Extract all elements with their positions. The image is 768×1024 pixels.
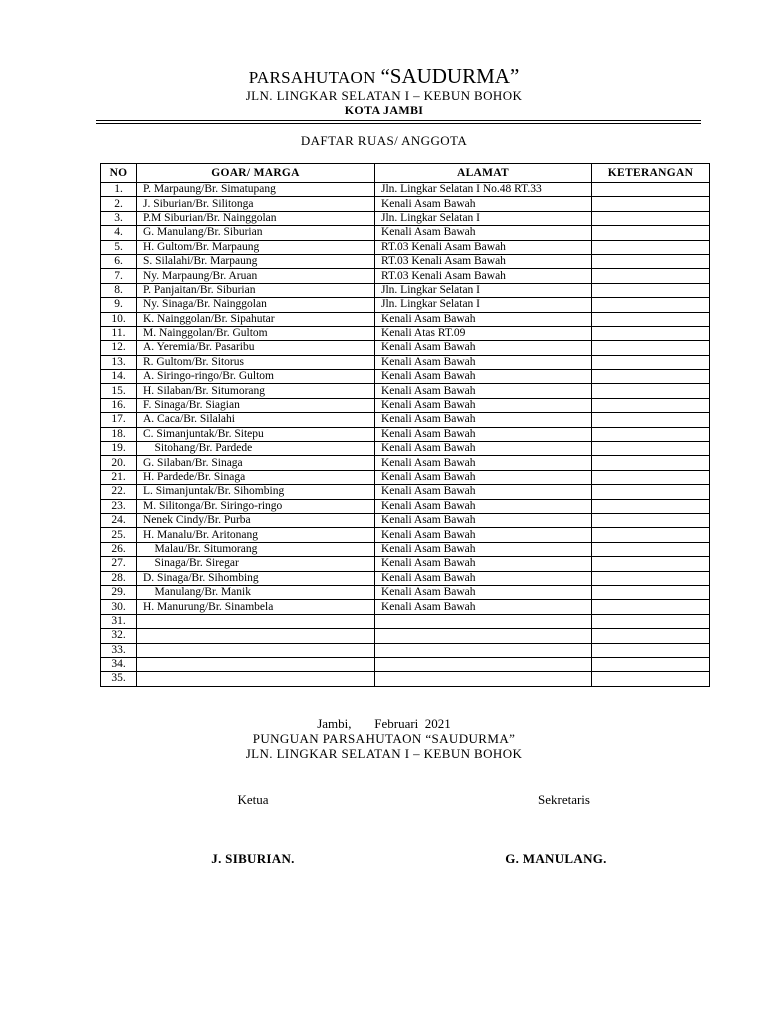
cell-address: Kenali Asam Bawah <box>375 442 592 456</box>
cell-address: Kenali Asam Bawah <box>375 499 592 513</box>
ketua-label: Ketua <box>237 792 269 807</box>
cell-no: 17. <box>101 413 137 427</box>
table-row <box>101 470 710 484</box>
cell-note <box>592 283 710 297</box>
cell-note <box>592 542 710 556</box>
table-row <box>101 398 710 412</box>
cell-no: 19. <box>101 442 137 456</box>
cell-address: Kenali Asam Bawah <box>375 197 592 211</box>
table-row <box>101 226 710 240</box>
table-row <box>101 384 710 398</box>
cell-address <box>375 643 592 657</box>
table-row <box>101 614 710 628</box>
cell-address: RT.03 Kenali Asam Bawah <box>375 269 592 283</box>
cell-no: 14. <box>101 370 137 384</box>
cell-name: R. Gultom/Br. Sitorus <box>137 355 375 369</box>
table-row <box>101 657 710 671</box>
cell-name: Nenek Cindy/Br. Purba <box>137 513 375 527</box>
cell-no: 16. <box>101 398 137 412</box>
cell-address: Kenali Asam Bawah <box>375 384 592 398</box>
cell-no: 2. <box>101 197 137 211</box>
cell-address: Jln. Lingkar Selatan I No.48 RT.33 <box>375 183 592 197</box>
cell-note <box>592 614 710 628</box>
cell-note <box>592 427 710 441</box>
table-row <box>101 499 710 513</box>
cell-address: Kenali Asam Bawah <box>375 485 592 499</box>
cell-note <box>592 528 710 542</box>
cell-no: 21. <box>101 470 137 484</box>
cell-name: P.M Siburian/Br. Nainggolan <box>137 211 375 225</box>
cell-note <box>592 643 710 657</box>
table-row <box>101 456 710 470</box>
cell-name <box>137 643 375 657</box>
sekretaris-name: G. MANULANG. <box>505 851 607 866</box>
cell-no: 23. <box>101 499 137 513</box>
cell-no: 31. <box>101 614 137 628</box>
cell-name: C. Simanjuntak/Br. Sitepu <box>137 427 375 441</box>
cell-address: RT.03 Kenali Asam Bawah <box>375 240 592 254</box>
table-row <box>101 370 710 384</box>
cell-name: P. Marpaung/Br. Simatupang <box>137 183 375 197</box>
cell-no: 24. <box>101 513 137 527</box>
cell-no: 7. <box>101 269 137 283</box>
table-row <box>101 298 710 312</box>
cell-note <box>592 326 710 340</box>
cell-note <box>592 370 710 384</box>
cell-address: RT.03 Kenali Asam Bawah <box>375 254 592 268</box>
cell-name: P. Panjaitan/Br. Siburian <box>137 283 375 297</box>
cell-name: H. Manalu/Br. Aritonang <box>137 528 375 542</box>
sekretaris-label: Sekretaris <box>538 792 590 807</box>
title-name: “SAUDURMA” <box>380 64 520 88</box>
cell-no: 35. <box>101 672 137 686</box>
table-row <box>101 600 710 614</box>
cell-address: Kenali Atas RT.09 <box>375 326 592 340</box>
member-table <box>100 163 710 687</box>
cell-note <box>592 211 710 225</box>
table-row <box>101 542 710 556</box>
table-row <box>101 413 710 427</box>
cell-note <box>592 585 710 599</box>
cell-name: G. Silaban/Br. Sinaga <box>137 456 375 470</box>
table-row <box>101 341 710 355</box>
cell-name: A. Siringo-ringo/Br. Gultom <box>137 370 375 384</box>
column-header-name: GOAR/ MARGA <box>137 164 375 183</box>
cell-no: 8. <box>101 283 137 297</box>
cell-no: 3. <box>101 211 137 225</box>
table-row <box>101 643 710 657</box>
cell-note <box>592 629 710 643</box>
document-title <box>0 64 768 89</box>
cell-address: Kenali Asam Bawah <box>375 571 592 585</box>
cell-address: Jln. Lingkar Selatan I <box>375 283 592 297</box>
cell-address: Kenali Asam Bawah <box>375 585 592 599</box>
footer-date <box>0 716 768 732</box>
cell-name: F. Sinaga/Br. Siagian <box>137 398 375 412</box>
cell-no: 15. <box>101 384 137 398</box>
table-row <box>101 513 710 527</box>
cell-name <box>137 629 375 643</box>
cell-address: Kenali Asam Bawah <box>375 355 592 369</box>
cell-no: 13. <box>101 355 137 369</box>
cell-address: Jln. Lingkar Selatan I <box>375 298 592 312</box>
cell-address: Kenali Asam Bawah <box>375 413 592 427</box>
cell-name: Ny. Marpaung/Br. Aruan <box>137 269 375 283</box>
title-prefix: PARSAHUTAON <box>248 68 376 87</box>
cell-name: H. Silaban/Br. Situmorang <box>137 384 375 398</box>
table-header-row <box>101 164 710 183</box>
table-row <box>101 197 710 211</box>
table-row <box>101 557 710 571</box>
cell-note <box>592 499 710 513</box>
cell-note <box>592 600 710 614</box>
cell-no: 30. <box>101 600 137 614</box>
cell-name <box>137 657 375 671</box>
cell-name: L. Simanjuntak/Br. Sihombing <box>137 485 375 499</box>
cell-address: Kenali Asam Bawah <box>375 557 592 571</box>
cell-name: H. Manurung/Br. Sinambela <box>137 600 375 614</box>
cell-note <box>592 456 710 470</box>
header-divider <box>96 120 701 121</box>
cell-note <box>592 355 710 369</box>
table-row <box>101 528 710 542</box>
cell-no: 32. <box>101 629 137 643</box>
cell-no: 29. <box>101 585 137 599</box>
cell-no: 26. <box>101 542 137 556</box>
cell-no: 18. <box>101 427 137 441</box>
cell-no: 4. <box>101 226 137 240</box>
cell-note <box>592 657 710 671</box>
cell-address <box>375 614 592 628</box>
cell-note <box>592 571 710 585</box>
table-row <box>101 672 710 686</box>
cell-note <box>592 485 710 499</box>
cell-note <box>592 197 710 211</box>
cell-no: 33. <box>101 643 137 657</box>
cell-name: Manulang/Br. Manik <box>137 585 375 599</box>
cell-address: Kenali Asam Bawah <box>375 542 592 556</box>
cell-name: J. Siburian/Br. Silitonga <box>137 197 375 211</box>
cell-name: Malau/Br. Situmorang <box>137 542 375 556</box>
cell-address <box>375 657 592 671</box>
cell-name: M. Nainggolan/Br. Gultom <box>137 326 375 340</box>
cell-name: G. Manulang/Br. Siburian <box>137 226 375 240</box>
list-title: DAFTAR RUAS/ ANGGOTA <box>300 133 468 148</box>
cell-no: 27. <box>101 557 137 571</box>
cell-no: 10. <box>101 312 137 326</box>
cell-name: H. Pardede/Br. Sinaga <box>137 470 375 484</box>
cell-no: 6. <box>101 254 137 268</box>
table-row <box>101 240 710 254</box>
table-row <box>101 485 710 499</box>
cell-name: H. Gultom/Br. Marpaung <box>137 240 375 254</box>
cell-note <box>592 254 710 268</box>
cell-name: D. Sinaga/Br. Sihombing <box>137 571 375 585</box>
table-row <box>101 355 710 369</box>
header-city: KOTA JAMBI <box>344 103 424 117</box>
column-header-note: KETERANGAN <box>592 164 710 183</box>
column-header-address: ALAMAT <box>375 164 592 183</box>
cell-address: Kenali Asam Bawah <box>375 370 592 384</box>
cell-note <box>592 341 710 355</box>
cell-note <box>592 398 710 412</box>
cell-note <box>592 413 710 427</box>
table-row <box>101 326 710 340</box>
ketua-name: J. SIBURIAN. <box>211 851 295 866</box>
cell-address: Kenali Asam Bawah <box>375 427 592 441</box>
table-row <box>101 211 710 225</box>
column-header-no: NO <box>101 164 137 183</box>
cell-address: Kenali Asam Bawah <box>375 600 592 614</box>
cell-address: Kenali Asam Bawah <box>375 226 592 240</box>
table-row <box>101 283 710 297</box>
table-row <box>101 312 710 326</box>
cell-name <box>137 614 375 628</box>
cell-name: S. Silalahi/Br. Marpaung <box>137 254 375 268</box>
cell-address <box>375 629 592 643</box>
cell-name: K. Nainggolan/Br. Sipahutar <box>137 312 375 326</box>
cell-note <box>592 442 710 456</box>
cell-address: Kenali Asam Bawah <box>375 341 592 355</box>
cell-address: Kenali Asam Bawah <box>375 456 592 470</box>
cell-name: Sinaga/Br. Siregar <box>137 557 375 571</box>
cell-note <box>592 384 710 398</box>
cell-note <box>592 672 710 686</box>
table-row <box>101 183 710 197</box>
header-divider-second <box>96 123 701 124</box>
table-body <box>101 183 710 687</box>
cell-name <box>137 672 375 686</box>
cell-address: Kenali Asam Bawah <box>375 398 592 412</box>
cell-address: Kenali Asam Bawah <box>375 528 592 542</box>
cell-address: Jln. Lingkar Selatan I <box>375 211 592 225</box>
cell-address: Kenali Asam Bawah <box>375 312 592 326</box>
cell-name: M. Silitonga/Br. Siringo-ringo <box>137 499 375 513</box>
cell-name: Ny. Sinaga/Br. Nainggolan <box>137 298 375 312</box>
cell-no: 34. <box>101 657 137 671</box>
cell-note <box>592 183 710 197</box>
cell-note <box>592 226 710 240</box>
table-row <box>101 427 710 441</box>
cell-address: Kenali Asam Bawah <box>375 513 592 527</box>
cell-note <box>592 470 710 484</box>
cell-note <box>592 312 710 326</box>
footer-org: PUNGUAN PARSAHUTAON “SAUDURMA” <box>252 731 516 746</box>
table-row <box>101 571 710 585</box>
cell-no: 1. <box>101 183 137 197</box>
cell-note <box>592 240 710 254</box>
footer-address: JLN. LINGKAR SELATAN I – KEBUN BOHOK <box>245 746 523 761</box>
cell-address <box>375 672 592 686</box>
table-row <box>101 269 710 283</box>
header-address: JLN. LINGKAR SELATAN I – KEBUN BOHOK <box>245 88 523 103</box>
cell-note <box>592 298 710 312</box>
cell-note <box>592 513 710 527</box>
table-row <box>101 442 710 456</box>
cell-no: 20. <box>101 456 137 470</box>
cell-name: Sitohang/Br. Pardede <box>137 442 375 456</box>
cell-no: 12. <box>101 341 137 355</box>
table-row <box>101 254 710 268</box>
cell-name: A. Caca/Br. Silalahi <box>137 413 375 427</box>
cell-no: 5. <box>101 240 137 254</box>
table-row <box>101 629 710 643</box>
cell-no: 9. <box>101 298 137 312</box>
cell-no: 11. <box>101 326 137 340</box>
cell-note <box>592 269 710 283</box>
cell-address: Kenali Asam Bawah <box>375 470 592 484</box>
cell-name: A. Yeremia/Br. Pasaribu <box>137 341 375 355</box>
cell-note <box>592 557 710 571</box>
table-row <box>101 585 710 599</box>
cell-no: 25. <box>101 528 137 542</box>
footer-date-text: Jambi, Februari 2021 <box>317 716 451 731</box>
cell-no: 28. <box>101 571 137 585</box>
cell-no: 22. <box>101 485 137 499</box>
